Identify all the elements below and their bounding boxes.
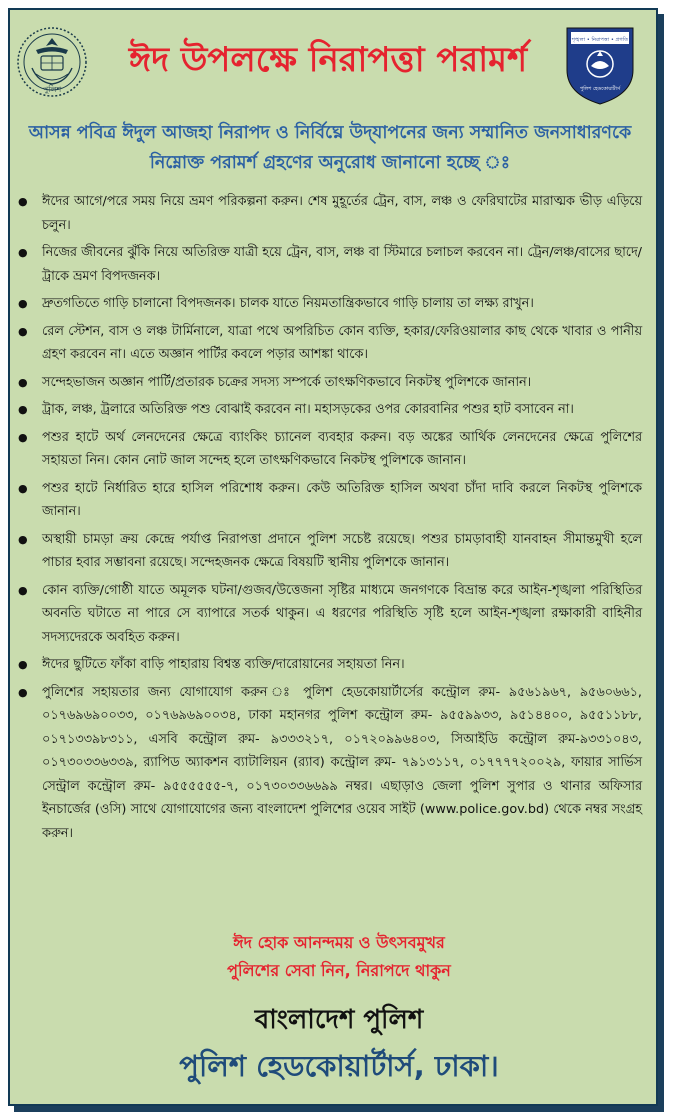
shield-motto: শৃঙ্খলা • নিরাপত্তা • প্রগতি <box>571 37 629 43</box>
page-title: ঈদ উপলক্ষে নিরাপত্তা পরামর্শ <box>128 40 528 80</box>
panel-shadow-bottom <box>14 1106 664 1112</box>
police-service-slogan: পুলিশের সেবা নিন, নিরাপদে থাকুন <box>227 961 451 980</box>
advice-item: ● পশুর হাটে নির্ধারিত হারে হাসিল পরিশোধ করুন। কেউ অতিরিক্ত হাসিল অথবা চাঁদা দাবি করলে নিকটস্থ পুলিশকে জানান। <box>14 477 642 524</box>
advice-item: ● সন্দেহভাজন অজ্ঞান পার্টি/প্রতারক চক্রের সদস্য সম্পর্কে তাৎক্ষণিকভাবে নিকটস্থ পুলিশকে জানান। <box>14 371 642 395</box>
advice-item: ● দ্রুতগতিতে গাড়ি চালানো বিপদজনক। চালক যাতে নিয়মতান্ত্রিকভাবে গাড়ি চালায় তা লক্ষ্য রাখুন। <box>14 292 642 316</box>
advice-item: ● ঈদের ছুটিতে ফাঁকা বাড়ি পাহারায় বিশ্বস্ত ব্যক্তি/দারোয়ানের সহায়তা নিন। <box>14 653 642 677</box>
advice-item: ● পশুর হাটে অর্থ লেনদেনের ক্ষেত্রে ব্যাংকিং চ্যানেল ব্যবহার করুন। বড় অঙ্কের আর্থিক লেনদেনের ক্ষেত্রে পুলিশের সহায়তা নিন। কোন নোট জাল সন্দেহ হলে তাৎক্ষণিকভাবে নিকটস্থ পুলিশকে জানান। <box>14 426 642 473</box>
police-emblem-caption: পুলিশ <box>42 85 62 94</box>
advice-item: ● ঈদের আগে/পরে সময় নিয়ে ভ্রমণ পরিকল্পনা করুন। শেষ মুহূর্তের ট্রেন, বাস, লঞ্চ ও ফেরিঘাটের মারাত্মক ভীড় এড়িয়ে চলুন। <box>14 190 642 237</box>
advice-list <box>14 190 642 849</box>
eid-greeting: ঈদ হোক আনন্দময় ও উৎসবমুখর <box>233 933 445 952</box>
intro-heading: আসন্ন পবিত্র ঈদুল আজহা নিরাপদ ও নির্বিঘ্নে উদ্‌যাপনের জন্য সম্মানিত জনসাধারণকে নিম্নোক্ত পরামর্শ গ্রহণের অনুরোধ জানানো হচ্ছে ঃ <box>28 123 632 173</box>
police-emblem-logo <box>14 24 90 100</box>
advice-item: ● কোন ব্যক্তি/গোষ্ঠী যাতে অমূলক ঘটনা/গুজব/উত্তেজনা সৃষ্টির মাধ্যমে জনগণকে বিভ্রান্ত করে আইন-শৃঙ্খলা পরিস্থিতির অবনতি ঘটাতে না পারে সে ব্যাপারে সতর্ক থাকুন। এ ধরণের পরিস্থিতি সৃষ্টি হলে আইন-শৃঙ্খলা রক্ষাকারী বাহিনীর সদস্যদেরকে অবহিত করুন। <box>14 579 642 650</box>
headquarters-name: পুলিশ হেডকোয়ার্টার্স, ঢাকা। <box>179 1049 499 1083</box>
police-hq-shield-logo <box>563 24 637 106</box>
advice-item: ● রেল স্টেশন, বাস ও লঞ্চ টার্মিনালে, যাত্রা পথে অপরিচিত কোন ব্যক্তি, হকার/ফেরিওয়ালার কাছ থেকে খাবার ও পানীয় গ্রহণ করবেন না। এতে অজ্ঞান পার্টির কবলে পড়ার আশঙ্কা থাকে। <box>14 320 642 367</box>
advice-item: ● নিজের জীবনের ঝুঁকি নিয়ে অতিরিক্ত যাত্রী হয়ে ট্রেন, বাস, লঞ্চ বা স্টিমারে চলাচল করবেন না। ট্রেন/লঞ্চ/বাসের ছাদে/ট্রাকে ভ্রমণ বিপদজনক। <box>14 241 642 288</box>
advice-item: ● অস্থায়ী চামড়া ক্রয় কেন্দ্রে পর্যাপ্ত নিরাপত্তা প্রদানে পুলিশ সচেষ্ট রয়েছে। পশুর চামড়াবাহী যানবাহন সীমান্তমুখী হলে পাচার হবার সম্ভাবনা রয়েছে। সন্দেহজনক ক্ষেত্রে বিষয়টি স্থানীয় পুলিশকে জানান। <box>14 528 642 575</box>
organization-name: বাংলাদেশ পুলিশ <box>254 1005 424 1035</box>
advice-item: ● ট্রাক, লঞ্চ, ট্রলারে অতিরিক্ত পশু বোঝাই করবেন না। মহাসড়কের ওপর কোরবানির পশুর হাট বসাবেন না। <box>14 398 642 422</box>
shield-caption: পুলিশ হেডকোয়ার্টার্স <box>579 86 621 92</box>
advice-item-contacts: ● পুলিশের সহায়তার জন্য যোগাযোগ করুন ঃ পুলিশ হেডকোয়ার্টার্সের কন্ট্রোল রুম- ৯৫৬১৯৬৭, ৯৫৬০৬৬১, ০১৭৬৯৬৯০০৩৩, ০১৭৬৯৬৯০০৩৪, ঢাকা মহানগর পুলিশ কন্ট্রোল রুম- ৯৫৫৯৯৩৩, ৯৫১৪৪০০, ৯৫৫১১৮৮, ০১৭১৩৩৯৮৩১১, এসবি কন্ট্রোল রুম- ৯৩৩৩২১৭, ০১৭২০৯৯৬৪০৩, সিআইডি কন্ট্রোল রুম-৯৩৩১০৪৩, ০১৭৩০৩৩৬৩৩৯, র‍্যাপিড অ্যাকশন ব্যাটালিয়ন (র‍্যাব) কন্ট্রোল রুম- ৭৯১৩১১৭, ০১৭৭৭৭২০০২৯, ফায়ার সার্ভিস সেন্ট্রাল কন্ট্রোল রুম- ৯৫৫৫৫৫৫-৭, ০১৭৩০৩৩৬৬৯৯ নম্বর। এছাড়াও জেলা পুলিশ সুপার ও থানার অফিসার ইনচার্জের (ওসি) সাথে যোগাযোগের জন্য বাংলাদেশ পুলিশের ওয়েব সাইট (www.police.gov.bd) থেকে নম্বর সংগ্রহ করুন। <box>14 681 642 846</box>
